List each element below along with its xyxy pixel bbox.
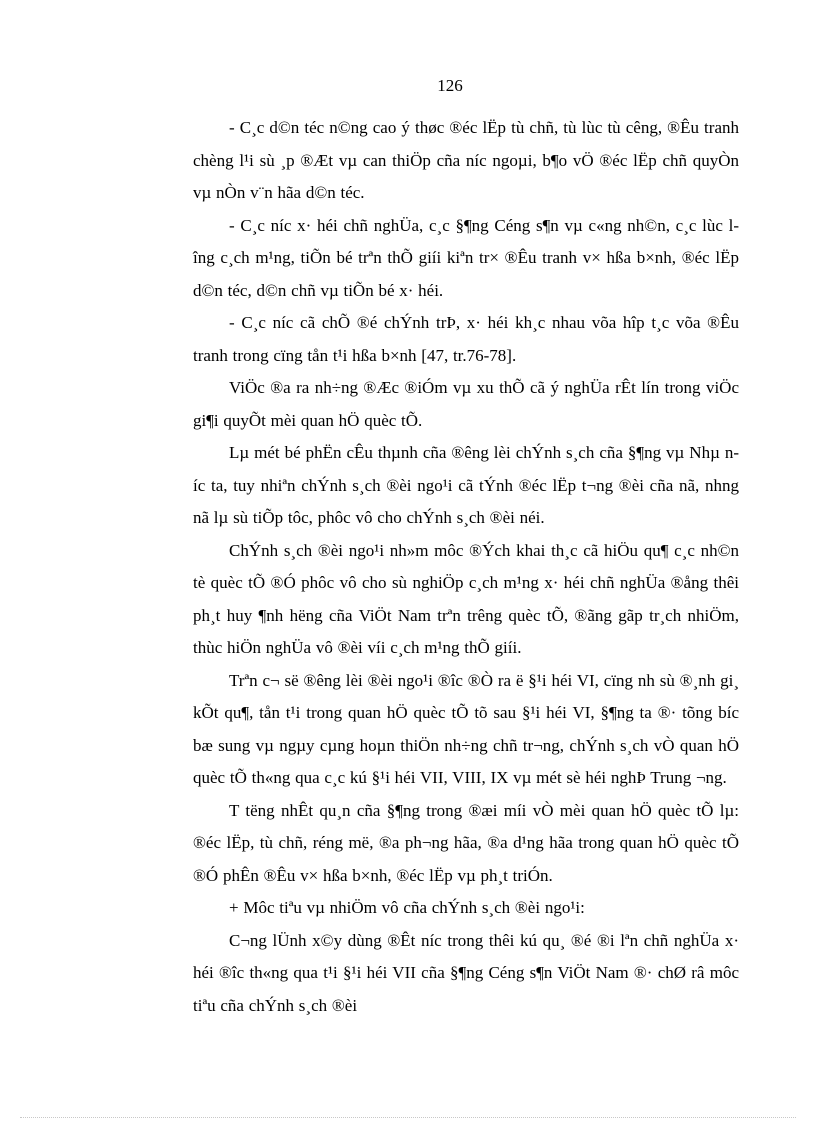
paragraph-8: T tëng nhÊt qu¸n cña §¶ng trong ®æi míi vÒ mèi quan hÖ quèc tÕ lµ: ®éc lËp, tù chñ, réng më, ®a ph¬ng hãa, ®a d¹ng hãa trong quan hÖ quèc tÕ ®Ó phÊn ®Êu v× hßa b×nh, ®éc lËp vµ ph¸t triÓn.	[193, 800, 739, 885]
paragraph-9: + Môc tiªu vµ nhiÖm vô cña chÝnh s¸ch ®èi ngo¹i:	[229, 898, 585, 917]
paragraph-5: Lµ mét bé phËn cÊu thµnh cña ®êng lèi chÝnh s¸ch cña §¶ng vµ Nhµ níc ta, tuy nhiªn chÝnh s¸ch ®èi ngo¹i cã tÝnh ®éc lËp t¬ng ®èi cña nã, nhng nã lµ sù tiÕp tôc, phôc vô cho chÝnh s¸ch ®èi néi.	[193, 443, 739, 527]
paragraph-1: - C¸c d©n téc n©ng cao ý thøc ®éc lËp tù chñ, tù lùc tù cêng, ®Êu tranh chèng l¹i sù ¸p ®Æt vµ can thiÖp cña níc ngoµi, b¶o vÖ ®éc lËp chñ quyÒn vµ nÒn v¨n hãa d©n téc.	[193, 118, 739, 202]
paragraph-6: ChÝnh s¸ch ®èi ngo¹i nh»m môc ®Ých khai th¸c cã hiÖu qu¶ c¸c nh©n tè quèc tÕ ®Ó phôc vô cho sù nghiÖp c¸ch m¹ng x· héi chñ nghÜa ®ång thêi ph¸t huy ¶nh hëng cña ViÖt Nam trªn trêng quèc tÕ, ®ãng gãp tr¸ch nhiÖm, thùc hiÖn nghÜa vô ®èi víi c¸ch m¹ng thÕ giíi.	[193, 540, 739, 657]
paragraph-10: C¬ng lÜnh x©y dùng ®Êt níc trong thêi kú qu¸ ®é ®i lªn chñ nghÜa x· héi ®îc th«ng qua t¹i §¹i héi VII cña §¶ng Céng s¶n ViÖt Nam ®· chØ râ môc tiªu cña chÝnh s¸ch ®èi	[193, 930, 739, 1015]
body-text	[193, 112, 739, 1022]
page-bottom-divider	[20, 1117, 796, 1118]
page-number: 126	[437, 76, 463, 95]
paragraph-2: - C¸c níc x· héi chñ nghÜa, c¸c §¶ng Céng s¶n vµ c«ng nh©n, c¸c lùc lîng c¸ch m¹ng, tiÕn bé trªn thÕ giíi kiªn tr× ®Êu tranh v× hßa b×nh, ®éc lËp d©n téc, d©n chñ vµ tiÕn bé x· héi.	[193, 215, 739, 300]
paragraph-7: Trªn c¬ së ®êng lèi ®èi ngo¹i ®îc ®Ò ra ë §¹i héi VI, cïng nh sù ®¸nh gi¸ kÕt qu¶, tån t¹i trong quan hÖ quèc tÕ tõ sau §¹i héi VI, §¶ng ta ®· tõng bíc bæ sung vµ ngµy cµng hoµn thiÖn nh÷ng chñ tr¬ng, chÝnh s¸ch vÒ quan hÖ quèc tÕ th«ng qua c¸c kú §¹i héi VII, VIII, IX vµ mét sè héi nghÞ Trung ¬ng.	[193, 670, 739, 787]
paragraph-4: ViÖc ®a ra nh÷ng ®Æc ®iÓm vµ xu thÕ cã ý nghÜa rÊt lín trong viÖc gi¶i quyÕt mèi quan hÖ quèc tÕ.	[193, 378, 739, 430]
paragraph-3: - C¸c níc cã chÕ ®é chÝnh trÞ, x· héi kh¸c nhau võa hîp t¸c võa ®Êu tranh trong cïng tån t¹i hßa b×nh [47, tr.76-78].	[193, 313, 739, 365]
